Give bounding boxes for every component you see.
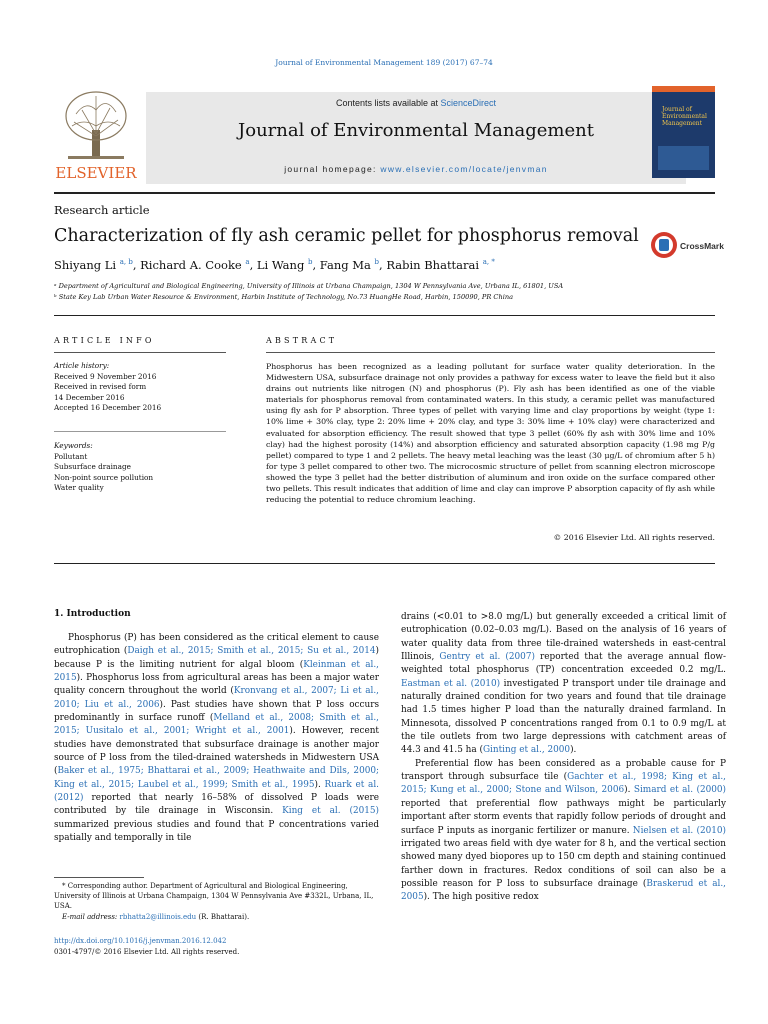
- author-name: Richard A. Cooke: [140, 258, 242, 272]
- journal-cover-image[interactable]: [652, 86, 715, 178]
- abstract-text: Phosphorus has been recognized as a leading pollutant for surface water quality deterioration. In the Midwestern USA, subsurface drainage not only provides a pathway for excess water to leave the field but it also drains out nutrients like nitrogen (N) and phosphorus (P). Fly ash has been identified as one of the viable materials for phosphorus removal from contaminated waters. In this study, a ceramic pellet was manufactured using fly ash for P absorption. Three types of pellet with varying lime and clay proportions by weight (type 1: 10% lime + 30% clay, type 2: 20% lime + 20% clay, and type 3: 30% lime + 10% clay) were characterized and evaluated for absorption efficiency. The result showed that type 3 pellet (60% fly ash with 30% lime and 10% clay) had the highest porosity (14%) and absorption efficiency and saturated absorption capacity (1.98 mg P/g pellet) compared to type 1 and 2 pellets. The heavy metal leaching was the least (30 μg/L of chromium after 5 h) for type 3 pellet compared to other two. The microcosmic structure of pellet from scanning electron microscope showed the type 3 pellet had the better distribution of aluminum and iron oxide on the surface compared other two pellets. This result indicates that addition of lime and clay can improve P absorption capacity of fly ash while reducing the potential to reduce chromium leaching.: [266, 362, 715, 505]
- keywords-label: Keywords:: [54, 441, 93, 450]
- journal-reference[interactable]: Journal of Environmental Management 189 (2017) 67–74: [275, 58, 493, 67]
- footnote-divider: [54, 877, 144, 878]
- corresponding-author-note: * Corresponding author. Department of Agricultural and Biological Engineering, University of Illinois at Urbana Champaign, 1304 W Pennsylvania Ave #332L, Urbana, IL, USA.: [54, 882, 374, 911]
- affiliation-a: ᵃ Department of Agricultural and Biological Engineering, University of Illinois at Urbana Champaign, 1304 W Pennsylvania Ave, Urbana IL, 61801, USA: [54, 282, 564, 290]
- keywords-list: [54, 441, 153, 494]
- history-item: 14 December 2016: [54, 392, 125, 402]
- article-info-divider: [54, 352, 226, 353]
- publisher-name: ELSEVIER: [55, 164, 137, 182]
- author-name: Fang Ma: [319, 258, 371, 272]
- sciencedirect-link[interactable]: ScienceDirect: [440, 98, 497, 108]
- title-divider: [54, 315, 715, 316]
- citation-link[interactable]: Kronvang et al., 2007; Li et al., 2010; Liu et al., 2006: [54, 686, 379, 710]
- keywords-divider: [54, 431, 226, 432]
- keyword-item: Pollutant: [54, 451, 88, 461]
- affiliation-b: ᵇ State Key Lab Urban Water Resource & Environment, Harbin Institute of Technology, No.73 HuangHe Road, Harbin, 150090, PR China: [54, 293, 513, 301]
- keyword-item: Water quality: [54, 483, 104, 492]
- article-type: Research article: [54, 203, 150, 217]
- abstract-heading: ABSTRACT: [266, 336, 338, 345]
- author-affiliation-mark[interactable]: a: [245, 258, 250, 267]
- journal-header: [54, 86, 715, 188]
- author-list: Shiyang Li $^{a, b}$, Richard A. Cooke $^a$, Li Wang $^b$, Fang Ma $^b$, Rabin Bhattarai $^{a, *}$: [54, 258, 495, 272]
- email-link[interactable]: rbhatta2@illinois.edu: [119, 912, 197, 921]
- history-item: Received in revised form: [54, 382, 147, 391]
- citation-link[interactable]: Simard et al. (2000): [633, 785, 727, 796]
- header-divider: [54, 192, 715, 194]
- citation-link[interactable]: Melland et al., 2008; Smith et al., 2015; Uusitalo et al., 2001; Wright et al., 2001: [54, 713, 379, 737]
- footnote: [54, 881, 379, 922]
- issn-line: 0301-4797/© 2016 Elsevier Ltd. All rights reserved.: [54, 948, 240, 956]
- citation-link[interactable]: Ginting et al., 2000: [482, 745, 571, 756]
- doi-link[interactable]: http://dx.doi.org/10.1016/j.jenvman.2016.12.042: [54, 937, 227, 945]
- citation-link[interactable]: Gachter et al., 1998; King et al., 2015; Kung et al., 2000; Stone and Wilson, 2006: [401, 772, 726, 796]
- author-affiliation-mark[interactable]: b: [307, 258, 313, 267]
- citation-link[interactable]: Ruark et al. (2012): [54, 779, 379, 804]
- crossmark-badge[interactable]: [650, 230, 724, 260]
- citation-link[interactable]: Daigh et al., 2015; Smith et al., 2015; Su et al., 2014: [127, 646, 376, 657]
- section-heading-introduction: 1. Introduction: [54, 609, 131, 619]
- email-suffix: (R. Bhattarai).: [196, 912, 250, 921]
- abstract-divider: [266, 352, 715, 353]
- citation-link[interactable]: Nielsen et al. (2010): [632, 825, 726, 836]
- body-paragraph: drains (<0.01 to >8.0 mg/L) but generally exceeded a critical limit of eutrophication (0.02–0.03 mg/L). Based on the analysis of 16 years of water quality data from three tile-drained watersheds in east-central Illinois, Gentry et al. (2007) reported that the average annual flow-weighted total phosphorus (TP) concentration exceeded 0.2 mg/L. Eastman et al. (2010) investigated P transport under tile drainage and naturally drained condition for two years and found that tile drainage had 1.5 times higher P load than the naturally drained farmland. In Minnesota, dissolved P concentrations ranged from 0.1 to 0.9 mg/L at the tile outlets from two large depressions with catchment areas of 44.3 and 41.5 ha (Ginting et al., 2000).: [401, 612, 727, 756]
- homepage-link[interactable]: www.elsevier.com/locate/jenvman: [380, 164, 548, 174]
- citation-link[interactable]: Gentry et al. (2007): [439, 652, 535, 663]
- author-name: Rabin Bhattarai: [386, 258, 480, 272]
- crossmark-label: CrossMark: [680, 241, 724, 251]
- history-item: Received 9 November 2016: [54, 371, 157, 381]
- body-paragraph: Phosphorus (P) has been considered as the critical element to cause eutrophication (Daigh et al., 2015; Smith et al., 2015; Su et al., 2014) because P is the limiting nutrient for algal bloom (Kleinman et al., 2015). Phosphorus loss from agricultural areas has been a major water quality concern throughout the world (Kronvang et al., 2007; Li et al., 2010; Liu et al., 2006). Past studies have shown that P loss occurs predominantly in surface runoff (Melland et al., 2008; Smith et al., 2015; Uusitalo et al., 2001; Wright et al., 2001). However, recent studies have demonstrated that subsurface drainage is another major source of P loss from the tiled-drained watersheds in Midwestern USA (Baker et al., 1975; Bhattarai et al., 2009; Heathwaite and Dils, 2000; King et al., 2015; Laubel et al., 1999; Smith et al., 1995). Ruark et al. (2012) reported that nearly 16–58% of dissolved P loads were contributed by tile drainage in Wisconsin. King et al. (2015) summarized previous studies and found that P concentrations varied spatially and temporally in tile: [54, 633, 379, 844]
- homepage-prefix: journal homepage:: [284, 164, 381, 174]
- elsevier-logo[interactable]: [54, 86, 138, 182]
- author-name: Shiyang Li: [54, 258, 117, 272]
- cover-title: Journal of Environmental Management: [662, 106, 707, 127]
- citation-link[interactable]: Baker et al., 1975; Bhattarai et al., 2009; Heathwaite and Dils, 2000; King et al., 2015; Laubel et al., 1999; Smith et al., 1995: [54, 766, 379, 790]
- author-affiliation-mark[interactable]: a, b: [119, 258, 133, 267]
- journal-title: Journal of Environmental Management: [238, 120, 594, 141]
- abstract-copyright: © 2016 Elsevier Ltd. All rights reserved.: [553, 533, 715, 542]
- history-label: Article history:: [54, 361, 110, 370]
- contents-line: [146, 98, 686, 108]
- contents-prefix: Contents lists available at: [335, 98, 441, 108]
- body-paragraph: Preferential flow has been considered as a probable cause for P transport through subsurface tile (Gachter et al., 1998; King et al., 2015; Kung et al., 2000; Stone and Wilson, 2006). Simard et al. (2000) reported that preferential flow pathways might be particularly important after storm events that rapidly follow periods of drought and surface P inputs as inorganic fertilizer or manure. Nielsen et al. (2010) irrigated two areas field with dye water for 8 h, and the vertical section showed many dyed biopores up to 150 cm depth and staining continued farther down in fractures. Redox conditions of soil can also be a possible reason for P loss to subsurface drainage (Braskerud et al., 2005). The high positive redox: [401, 758, 727, 903]
- email-label: E-mail address:: [62, 912, 120, 921]
- citation-link[interactable]: Kleinman et al., 2015: [54, 659, 379, 684]
- author-name: Li Wang: [256, 258, 305, 272]
- homepage-line: [146, 164, 686, 174]
- article-history: [54, 361, 161, 414]
- keyword-item: Subsurface drainage: [54, 462, 131, 471]
- history-item: Accepted 16 December 2016: [54, 403, 162, 412]
- citation-link[interactable]: Eastman et al. (2010): [401, 678, 501, 689]
- author-affiliation-mark[interactable]: a, *: [482, 258, 495, 267]
- keyword-item: Non-point source pollution: [54, 472, 154, 482]
- citation-link[interactable]: King et al. (2015): [282, 806, 379, 817]
- citation-link[interactable]: Braskerud et al., 2005: [401, 878, 726, 903]
- email-line: [54, 912, 379, 922]
- header-banner: [146, 92, 686, 184]
- body-column-right: [401, 611, 726, 905]
- body-column-left: [54, 632, 379, 846]
- article-info-heading: ARTICLE INFO: [54, 336, 155, 345]
- author-affiliation-mark[interactable]: b: [374, 258, 380, 267]
- abstract-end-divider: [54, 563, 715, 564]
- article-title: Characterization of fly ash ceramic pellet for phosphorus removal: [54, 226, 639, 246]
